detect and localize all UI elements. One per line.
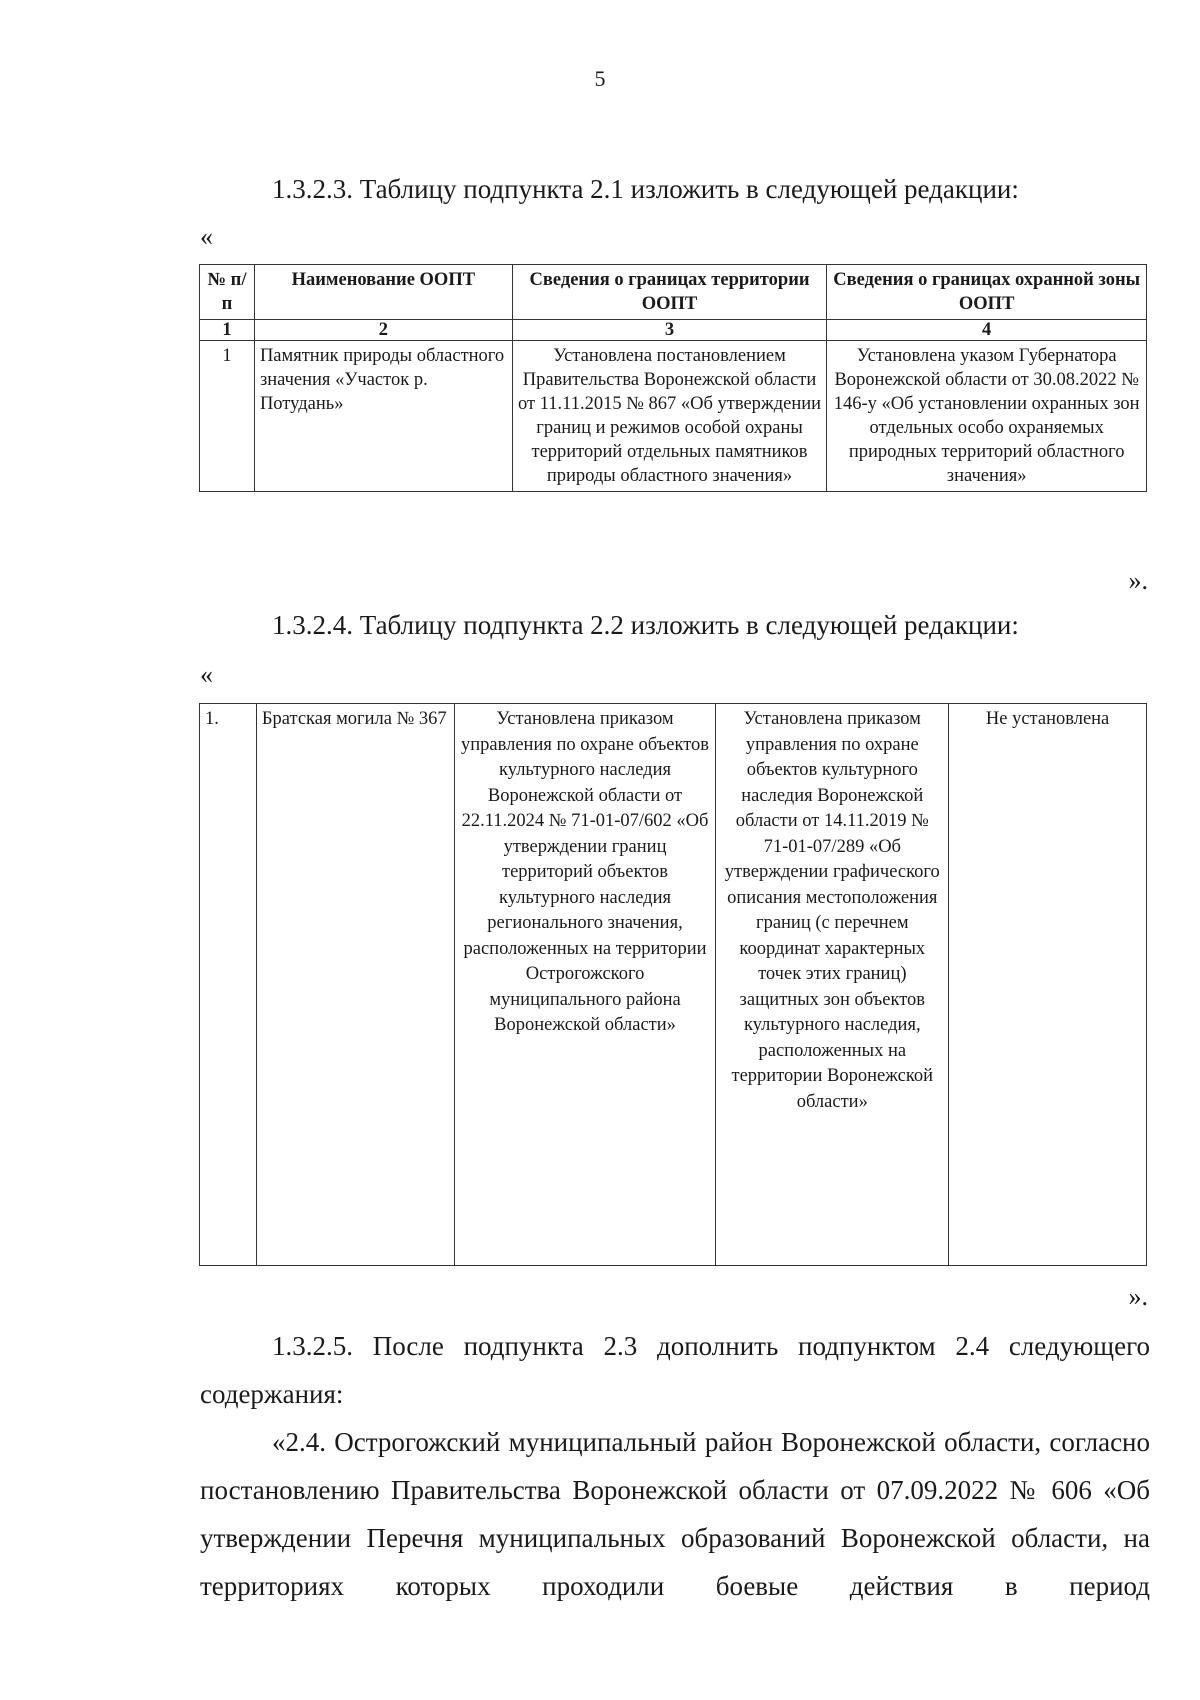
column-number: 4 [827, 320, 1147, 341]
header-cell: Наименование ООПТ [254, 265, 512, 320]
table-header-row [200, 265, 1147, 320]
page-number: 5 [594, 66, 606, 91]
table-cell: Установлена приказом управления по охране объектов культурного наследия Воронежской области от 14.11.2019 № 71-01-07/289 «Об утверждении графического описания местоположения границ (с перечнем координат характерных точек этих границ) защитных зон объектов культурного наследия, расположенных на территории Воронежской области» [716, 704, 949, 1266]
section-body-3: «2.4. Острогожский муниципальный район Воронежской области, согласно постановлению Правительства Воронежской области от 07.09.2022 № 606 «Об утверждении Перечня муниципальных образований Воронежской области, на территориях которых проходили боевые действия в период [200, 1427, 1150, 1601]
table-oopt [199, 264, 1147, 492]
quote-close-2: ». [1128, 1282, 1148, 1311]
column-number-row [200, 320, 1147, 341]
table-cell: Установлена приказом управления по охране объектов культурного наследия Воронежской области от 22.11.2024 № 71-01-07/602 «Об утверждении границ территорий объектов культурного наследия регионального значения, расположенных на территории Острогожского муниципального района Воронежской области» [454, 704, 716, 1266]
section-heading-1: 1.3.2.3. Таблицу подпункта 2.1 изложить в следующей редакции: [272, 174, 1019, 204]
header-cell: Сведения о границах охранной зоны ООПТ [827, 265, 1147, 320]
table-heritage [199, 703, 1147, 1266]
table-row [200, 704, 1147, 1266]
header-cell: № п/п [200, 265, 255, 320]
table-cell: Не установлена [949, 704, 1147, 1266]
table-cell: Установлена указом Губернатора Воронежской области от 30.08.2022 № 146-у «Об установлении охранных зон отдельных особо охраняемых природных территорий областного значения» [827, 341, 1147, 492]
section-heading-2: 1.3.2.4. Таблицу подпункта 2.2 изложить в следующей редакции: [272, 610, 1019, 640]
quote-open-1: « [200, 222, 213, 251]
column-number: 2 [254, 320, 512, 341]
header-cell: Сведения о границах территории ООПТ [512, 265, 827, 320]
table-row [200, 341, 1147, 492]
table-cell: Памятник природы областного значения «Участок р. Потудань» [254, 341, 512, 492]
table-cell: 1. [200, 704, 257, 1266]
column-number: 1 [200, 320, 255, 341]
table-cell: Установлена постановлением Правительства Воронежской области от 11.11.2015 № 867 «Об утверждении границ и режимов особой охраны территорий отдельных памятников природы областного значения» [512, 341, 827, 492]
quote-close-1: ». [1128, 566, 1148, 595]
quote-open-2: « [200, 660, 213, 689]
column-number: 3 [512, 320, 827, 341]
table-cell: 1 [200, 341, 255, 492]
table-cell: Братская могила № 367 [256, 704, 454, 1266]
section-heading-3: 1.3.2.5. После подпункта 2.3 дополнить подпунктом 2.4 следующего содержания: [200, 1331, 1150, 1409]
